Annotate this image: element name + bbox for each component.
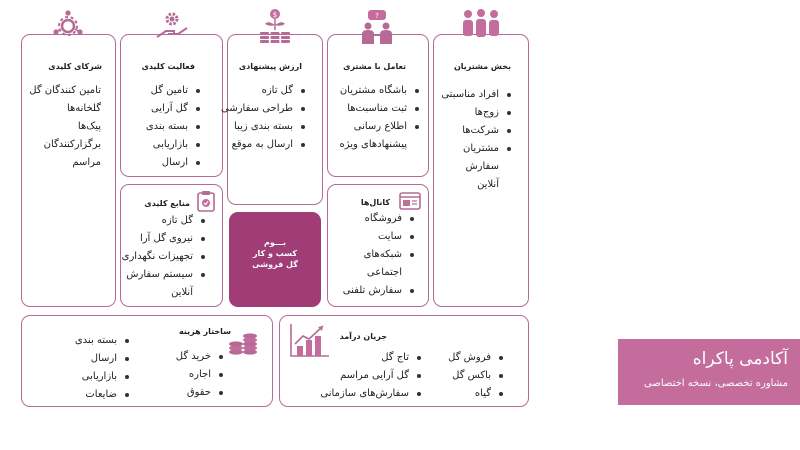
list-item: حقوق xyxy=(176,384,223,402)
list-item: باکس گل xyxy=(448,367,503,385)
value-proposition-title: ارزش پیشنهادی xyxy=(238,62,302,71)
list-item: برگزارکنندگان مراسم xyxy=(43,139,101,168)
group-icon xyxy=(460,8,502,42)
list-item: فروشگاه xyxy=(336,210,414,228)
list-item: ارسال xyxy=(146,154,200,172)
customer-relationships-block xyxy=(327,34,429,177)
list-item: اطلاع رسانی پیشنهادهای ویژه xyxy=(331,118,419,154)
money-plant-icon xyxy=(256,8,294,50)
key-resources-title: منابع کلیدی xyxy=(144,199,190,208)
revenue-streams-list-1 xyxy=(448,349,503,403)
cost-structure-block xyxy=(21,315,273,407)
list-item: تامین کنندگان گل xyxy=(29,85,101,96)
list-item: خرید گل xyxy=(176,348,223,366)
key-activities-block xyxy=(120,34,223,177)
list-item: ارسال به موقع xyxy=(221,136,305,154)
key-resources-list xyxy=(123,212,205,302)
people-chat-icon xyxy=(360,8,394,52)
list-item: گل تازه xyxy=(123,212,205,230)
value-proposition-block xyxy=(221,34,323,205)
customer-segments-list xyxy=(441,86,511,194)
list-item: گیاه xyxy=(448,385,503,403)
key-partners-title: شرکای کلیدی xyxy=(48,62,102,71)
list-item: اجاره xyxy=(176,366,223,384)
list-item: سفارش تلفنی xyxy=(336,282,414,300)
key-partners-list xyxy=(26,82,101,172)
list-item: سفارش‌های سازمانی xyxy=(320,385,421,403)
list-item: ضایعات xyxy=(75,386,129,404)
list-item: افراد مناسبتی xyxy=(445,86,511,104)
svg-text:$: $ xyxy=(272,11,278,19)
value-proposition-list xyxy=(221,82,305,154)
list-item: تاج گل xyxy=(320,349,421,367)
customer-segments-block xyxy=(433,34,529,307)
clipboard-check-icon xyxy=(197,190,215,212)
list-item: مشتریان سفارش آنلاین xyxy=(445,140,511,194)
list-item: گل آرایی xyxy=(146,100,200,118)
cost-structure-title: ساختار هزینه xyxy=(179,327,231,336)
list-item: تامین گل xyxy=(146,82,200,100)
brand-block xyxy=(618,339,800,405)
hand-gear-icon xyxy=(154,10,190,42)
list-item: نیروی گل آرا xyxy=(123,230,205,248)
business-canvas-center xyxy=(229,212,321,307)
gear-network-icon xyxy=(52,10,84,42)
list-item: گل آرایی مراسم xyxy=(320,367,421,385)
center-line-3: گل فروشی xyxy=(252,260,298,269)
revenue-streams-list-2 xyxy=(320,349,421,403)
browser-window-icon xyxy=(399,192,421,210)
list-item: بسته بندی xyxy=(75,332,129,350)
list-item: سیستم سفارش آنلاین xyxy=(123,266,205,302)
customer-segments-title: بخش مشتریان xyxy=(453,62,511,71)
cost-structure-list-1 xyxy=(176,348,223,402)
list-item: بسته بندی زیبا xyxy=(221,118,305,136)
revenue-streams-title: جریان درآمد xyxy=(339,332,387,341)
list-item: پیک‌ها xyxy=(77,121,101,132)
list-item: گل تازه xyxy=(221,82,305,100)
channels-title: کانال‌ها xyxy=(360,198,390,207)
list-item: بازاریابی xyxy=(146,136,200,154)
list-item: بازاریابی xyxy=(75,368,129,386)
growth-chart-icon xyxy=(289,322,331,358)
list-item: سایت xyxy=(336,228,414,246)
list-item: بسته بندی xyxy=(146,118,200,136)
customer-relationships-title: تعامل با مشتری xyxy=(343,62,406,71)
center-line-1: بـــوم xyxy=(263,238,287,247)
coin-stacks-icon xyxy=(227,330,259,358)
list-item: گلخانه‌ها xyxy=(66,103,101,114)
brand-name: آکادمی پاکراه xyxy=(692,349,788,369)
customer-relationships-list xyxy=(331,82,419,154)
key-activities-title: فعالیت کلیدی xyxy=(141,62,195,71)
key-partners-block xyxy=(21,34,116,307)
cost-structure-list-2 xyxy=(75,332,129,404)
list-item: طراحی سفارشی xyxy=(221,100,305,118)
list-item: زوج‌ها xyxy=(445,104,511,122)
brand-subtitle: مشاوره تخصصی، نسخه اختصاصی xyxy=(644,378,788,389)
list-item: شبکه‌های اجتماعی xyxy=(336,246,414,282)
key-activities-list xyxy=(146,82,200,172)
channels-list xyxy=(336,210,414,300)
center-line-2: کسب و کار xyxy=(252,249,298,258)
list-item: باشگاه مشتریان xyxy=(331,82,419,100)
list-item: ثبت مناسبت‌ها xyxy=(331,100,419,118)
list-item: ارسال xyxy=(75,350,129,368)
list-item: فروش گل xyxy=(448,349,503,367)
list-item: شرکت‌ها xyxy=(445,122,511,140)
list-item: تجهیزات نگهداری xyxy=(123,248,205,266)
svg-text:?: ? xyxy=(375,12,379,20)
